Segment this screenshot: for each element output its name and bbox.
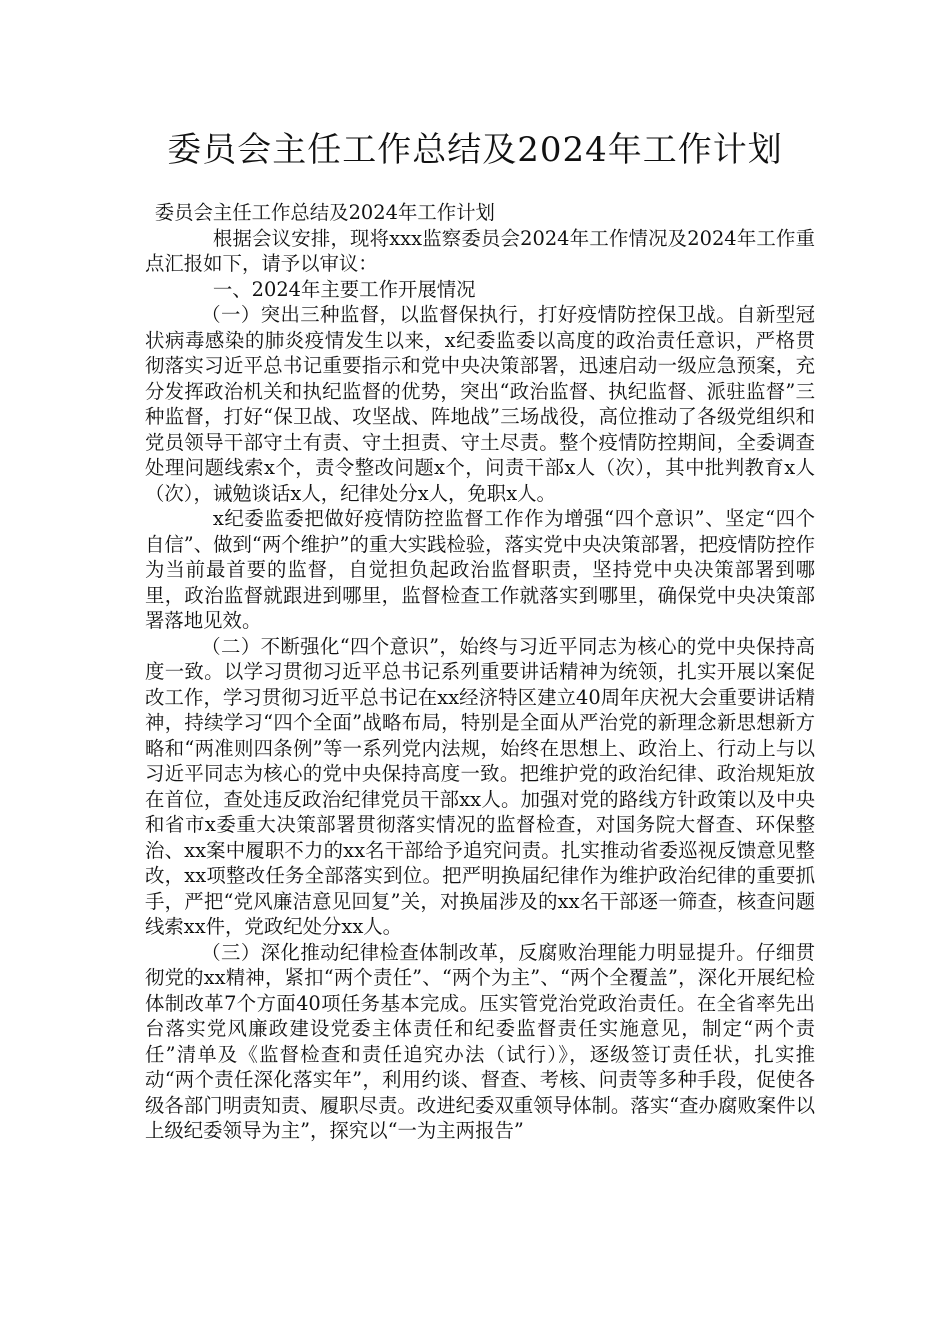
section-3-paragraph: （三）深化推动纪律检查体制改革，反腐败治理能力明显提升。仔细贯彻党的xx精神，紧扣“两个责任”、“两个为主”、“两个全覆盖”，深化开展纪检体制改革7个方面40项任务基本完成。压实管党治党政治责任。在全省率先出台落实党风廉政建设党委主体责任和纪委监督责任实施意见，制定“两个责任”清单及《监督检查和责任追究办法（试行）》，逐级签订责任状，扎实推动“两个责任深化落实年”，利用约谈、督查、考核、问责等多种手段，促使各级各部门明责知责、履职尽责。改进纪委双重领导体制。落实“查办腐败案件以上级纪委领导为主”，探究以“一为主两报告” bbox=[145, 940, 815, 1142]
section-heading: 一、2024年主要工作开展情况 bbox=[212, 277, 476, 301]
document-body bbox=[145, 200, 815, 1144]
document-title: 委员会主任工作总结及2024年工作计划 bbox=[167, 130, 783, 170]
intro-paragraph: 根据会议安排，现将xxx监察委员会2024年工作情况及2024年工作重点汇报如下，请予以审议： bbox=[145, 226, 815, 275]
section-1-paragraph: （一）突出三种监督，以监督保执行，打好疫情防控保卫战。自新型冠状病毒感染的肺炎疫情发生以来，x纪委监委以高度的政治责任意识，严格贯彻落实习近平总书记重要指示和党中央决策部署，迅速启动一级应急预案，充分发挥政治机关和执纪监督的优势，突出“政治监督、执纪监督、派驻监督”三种监督，打好“保卫战、攻坚战、阵地战”三场战役，高位推动了各级党组织和党员领导干部守土有责、守土担责、守土尽责。整个疫情防控期间，全委调查处理问题线索x个，责令整改问题x个，问责干部x人（次），其中批判教育x人（次），诫勉谈话x人，纪律处分x人，免职x人。 bbox=[145, 303, 815, 505]
section-1-followup-paragraph: x纪委监委把做好疫情防控监督工作作为增强“四个意识”、坚定“四个自信”、做到“两个维护”的重大实践检验，落实党中央决策部署，把疫情防控作为当前最首要的监督，自觉担负起政治监督职责，坚持党中央决策部署到哪里，政治监督就跟进到哪里，监督检查工作就落实到哪里，确保党中央决策部署落地见效。 bbox=[145, 507, 815, 632]
subtitle-paragraph: 委员会主任工作总结及2024年工作计划 bbox=[154, 201, 495, 224]
section-2-paragraph: （二）不断强化“四个意识”，始终与习近平同志为核心的党中央保持高度一致。以学习贯彻习近平总书记系列重要讲话精神为统领，扎实开展以案促改工作，学习贯彻习近平总书记在xx经济特区建立40周年庆祝大会重要讲话精神，持续学习“四个全面”战略布局，特别是全面从严治党的新理念新思想新方略和“两准则四条例”等一系列党内法规，始终在思想上、政治上、行动上与以习近平同志为核心的党中央保持高度一致。把维护党的政治纪律、政治规矩放在首位，查处违反政治纪律党员干部xx人。加强对党的路线方针政策以及中央和省市x委重大决策部署贯彻落实情况的监督检查，对国务院大督查、环保整治、xx案中履职不力的xx名干部给予追究问责。扎实推动省委巡视反馈意见整改，xx项整改任务全部落实到位。把严明换届纪律作为维护政治纪律的重要抓手，严把“党风廉洁意见回复”关，对换届涉及的xx名干部逐一筛查，核查问题线索xx件，党政纪处分xx人。 bbox=[145, 634, 815, 938]
